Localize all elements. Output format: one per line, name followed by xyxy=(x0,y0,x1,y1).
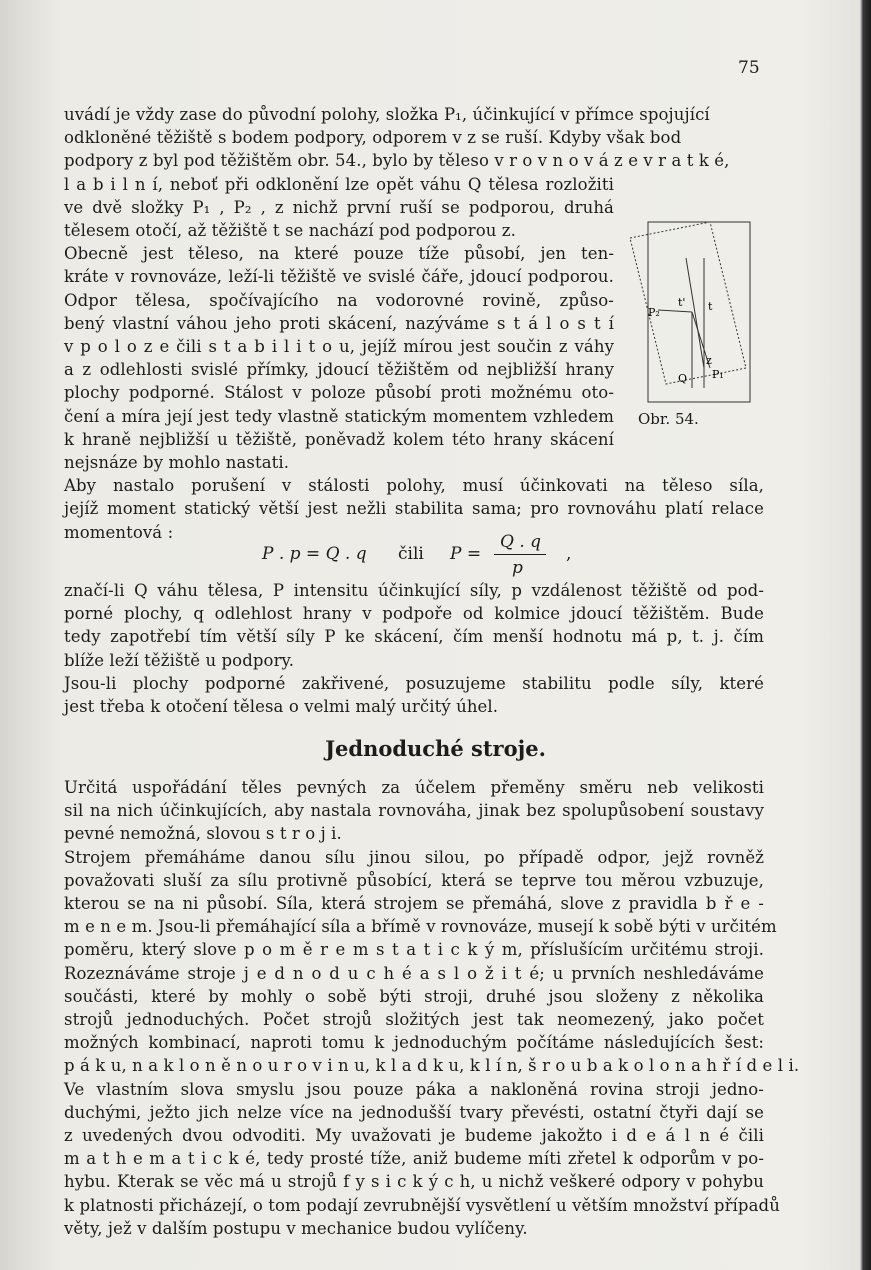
text-line: Ve vlastním slova smyslu jsou pouze páka a nakloněná rovina stroji jedno- xyxy=(64,1079,764,1099)
formula-left: P . p = Q . q xyxy=(262,544,367,564)
text-line: porné plochy, q odlehlost hrany v podpoře od kolmice jdoucí těžištěm. Bude xyxy=(64,604,764,624)
fig-label-p2: P₂ xyxy=(648,306,660,319)
fig-tilted-line xyxy=(686,258,704,368)
text-line: blíže leží těžiště u podpory. xyxy=(64,650,295,670)
text-line: Obecně jest těleso, na které pouze tíže působí, jen ten- xyxy=(64,244,614,264)
text-line: věty, jež v dalším postupu v mechanice budou vylíčeny. xyxy=(64,1218,528,1238)
text-line: l a b i l n í, neboť při odklonění lze opět váhu Q tělesa rozložiti xyxy=(64,174,614,194)
text-line: kterou se na ni působí. Síla, která strojem se přemáhá, slove z pravidla b ř e - xyxy=(64,894,764,913)
fig-label-t-prime: t' xyxy=(678,296,686,309)
text-line: tělesem otočí, až těžiště t se nachází pod podporou z. xyxy=(64,221,516,240)
text-line: Strojem přemáháme danou sílu jinou silou, po případě odpor, jejž rovněž xyxy=(64,847,764,867)
text-line: a z odlehlosti svislé přímky, jdoucí těžištěm od nejbližší hrany xyxy=(64,360,614,380)
text-line: pevné nemožná, slovou s t r o j i. xyxy=(64,824,342,844)
fig-tilted-body xyxy=(630,222,746,384)
text-line: k platnosti přicházejí, o tom podají zevrubnější vysvětlení u větším množství případů xyxy=(64,1195,780,1215)
text-line: možných kombinací, naproti tomu k jednoduchým počítáme následujících šest: xyxy=(64,1033,764,1053)
text-line: sil na nich účinkujících, aby nastala rovnováha, jinak bez spolupůsobení soustavy xyxy=(64,801,764,821)
text-line: odkloněné těžiště s bodem podpory, odporem v z se ruší. Kdyby však bod xyxy=(64,128,682,148)
text-line: poměru, který slove p o m ě r e m s t a t i c k ý m, příslušícím určitému stroji. xyxy=(64,940,764,960)
formula-numerator: Q . q xyxy=(500,532,542,552)
text-line: Aby nastalo porušení v stálosti polohy, musí účinkovati na těleso síla, xyxy=(64,476,764,496)
text-line: podpory z byl pod těžištěm obr. 54., bylo by těleso v r o v n o v á z e v r a t k é, xyxy=(64,151,730,171)
text-line: jejíž moment statický větší jest nežli stabilita sama; pro rovnováhu platí relace xyxy=(64,499,764,519)
text-line: ve dvě složky P₁ , P₂ , z nichž první ruší se podporou, druhá xyxy=(64,197,614,217)
fig-label-z: z xyxy=(706,354,712,367)
text-line: považovati sluší za sílu protivně působící, která se teprve tou měrou vzbuzuje, xyxy=(64,870,764,890)
fig-force-p2 xyxy=(658,310,692,312)
page-number: 75 xyxy=(738,58,760,78)
section-heading: Jednoduché stroje. xyxy=(325,736,546,761)
text-line: Rozeznáváme stroje j e d n o d u c h é a s l o ž i t é; u prvních neshledáváme xyxy=(64,963,764,983)
formula-lhs: P = xyxy=(450,544,482,564)
text-line: Jsou-li plochy podporné zakřivené, posuzujeme stabilitu podle síly, které xyxy=(64,673,764,693)
text-line: Odpor tělesa, spočívajícího na vodorovné rovině, způso- xyxy=(64,290,614,310)
fig-label-t: t xyxy=(708,300,713,313)
fig-label-q: Q xyxy=(678,372,688,385)
text-line: součásti, které by mohly o sobě býti stroji, druhé jsou složeny z několika xyxy=(64,986,764,1006)
figure-54-diagram xyxy=(622,218,770,414)
fig-vertical-body xyxy=(648,222,750,402)
fraction-bar xyxy=(494,554,546,555)
text-line: bený vlastní váhou jeho proti skácení, nazýváme s t á l o s t í xyxy=(64,313,614,333)
text-line: momentová : xyxy=(64,522,174,542)
text-line: tedy zapotřebí tím větší síly P ke skácení, čím menší hodnotu má p, t. j. čím xyxy=(64,627,764,647)
formula-trail: , xyxy=(566,544,572,564)
text-line: značí-li Q váhu tělesa, P intensitu účinkující síly, p vzdálenost těžiště od pod- xyxy=(64,581,764,600)
moment-formula xyxy=(0,534,871,584)
text-line: Určitá uspořádání těles pevných za účelem přeměny směru neb velikosti xyxy=(64,778,764,797)
text-line: jest třeba k otočení tělesa o velmi malý určitý úhel. xyxy=(64,697,499,716)
text-line: v p o l o z e čili s t a b i l i t o u, jejíž mírou jest součin z váhy xyxy=(64,337,614,356)
text-line: strojů jednoduchých. Počet strojů složitých jest tak neomezený, jako počet xyxy=(64,1010,764,1029)
text-line: uvádí je vždy zase do původní polohy, složka P₁, účinkující v přímce spojující xyxy=(64,105,710,124)
figure-caption: Obr. 54. xyxy=(638,410,699,428)
text-line: nejsnáze by mohlo nastati. xyxy=(64,453,290,472)
text-line: k hraně nejbližší u těžiště, poněvadž kolem této hrany skácení xyxy=(64,429,614,449)
text-line: z uvedených dvou odvoditi. My uvažovati je budeme jakožto i d e á l n é čili xyxy=(64,1126,764,1145)
text-line: kráte v rovnováze, leží-li těžiště ve svislé čáře, jdoucí podporou. xyxy=(64,267,614,287)
text-line: p á k u, n a k l o n ě n o u r o v i n u, k l a d k u, k l í n, š r o u b a k o l o n a h ř í d e l i. xyxy=(64,1056,800,1076)
text-line: m a t h e m a t i c k é, tedy prosté tíže, aniž budeme míti zřetel k odporům v po- xyxy=(64,1149,764,1169)
formula-denominator: p xyxy=(512,558,523,578)
text-line: hybu. Kterak se věc má u strojů f y s i c k ý c h, u nichž veškeré odpory v pohybu xyxy=(64,1172,764,1192)
formula-or: čili xyxy=(398,544,424,564)
text-line: m e n e m. Jsou-li přemáhající síla a břímě v rovnováze, musejí k sobě býti v určitém xyxy=(64,917,777,937)
text-line: plochy podporné. Stálost v poloze působí proti možnému oto- xyxy=(64,383,614,403)
fig-label-p1: P₁ xyxy=(712,368,724,381)
text-line: čení a míra její jest tedy vlastně statickým momentem vzhledem xyxy=(64,406,614,426)
text-line: duchými, ježto jich nelze více na jednodušší tvary převésti, ostatní čtyři dají se xyxy=(64,1102,764,1122)
